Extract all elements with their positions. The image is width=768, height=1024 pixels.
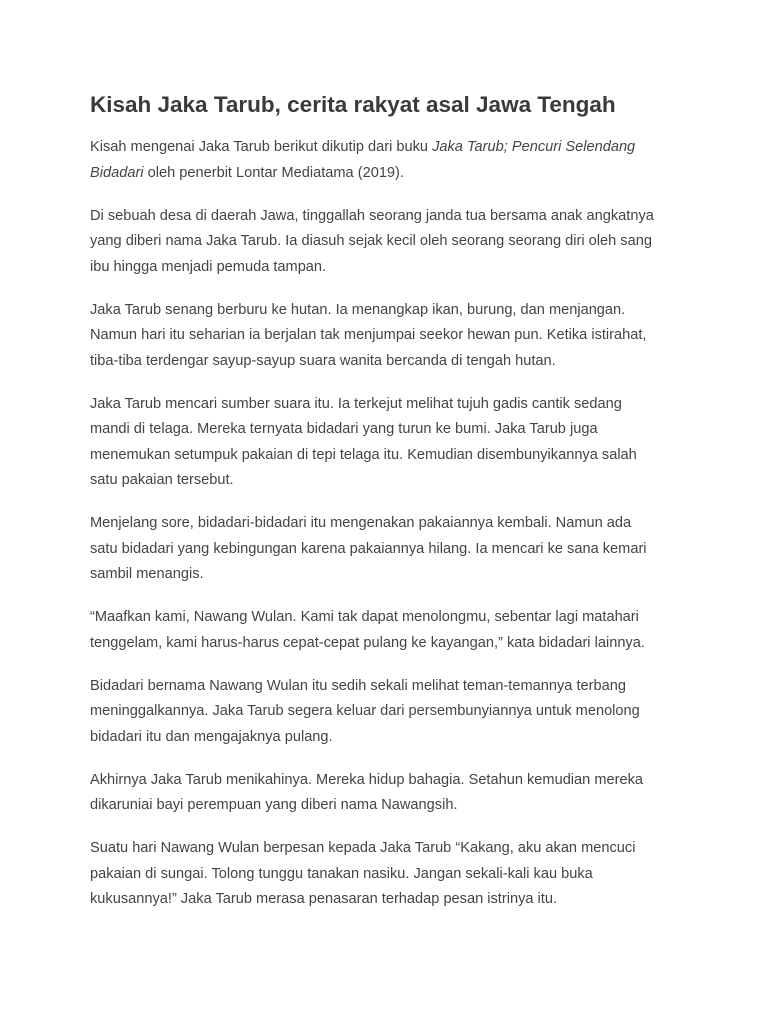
paragraph-line: menemukan setumpuk pakaian di tepi telaga itu. Kemudian disembunyikannya salah	[90, 446, 637, 463]
paragraph-line: pakaian di sungai. Tolong tunggu tanakan nasiku. Jangan sekali-kali kau buka	[90, 865, 593, 882]
paragraph-line: sambil menangis.	[90, 566, 204, 582]
intro-text: Kisah mengenai Jaka Tarub berikut dikutip dari buku	[90, 139, 433, 155]
paragraph-line: Jaka Tarub senang berburu ke hutan. Ia menangkap ikan, burung, dan menjangan.	[90, 301, 626, 318]
article-body	[90, 204, 690, 913]
body-paragraph	[90, 674, 690, 751]
body-paragraph	[90, 511, 690, 588]
paragraph-line: kukusannya!” Jaka Tarub merasa penasaran terhadap pesan istrinya itu.	[90, 891, 558, 907]
body-paragraph	[90, 836, 690, 913]
paragraph-line: meninggalkannya. Jaka Tarub segera keluar dari persembunyiannya untuk menolong	[90, 703, 640, 719]
body-paragraph	[90, 605, 690, 656]
intro-line-2	[90, 161, 690, 187]
paragraph-line: ibu hingga menjadi pemuda tampan.	[90, 258, 327, 275]
paragraph-line: Suatu hari Nawang Wulan berpesan kepada Jaka Tarub “Kakang, aku akan mencuci	[90, 840, 636, 856]
body-paragraph	[90, 392, 690, 494]
intro-line-1	[90, 135, 690, 161]
paragraph-line: Bidadari bernama Nawang Wulan itu sedih sekali melihat teman-temannya terbang	[90, 677, 626, 694]
paragraph-line: dikaruniai bayi perempuan yang diberi nama Nawangsih.	[90, 797, 458, 813]
paragraph-line: satu bidadari yang kebingungan karena pakaiannya hilang. Ia mencari ke sana kemari	[90, 540, 647, 557]
body-paragraph	[90, 204, 690, 281]
intro-publisher-text: oleh penerbit Lontar Mediatama (2019).	[143, 164, 404, 181]
paragraph-line: tiba-tiba terdengar sayup-sayup suara wanita bercanda di tengah hutan.	[90, 352, 556, 369]
body-paragraph	[90, 768, 690, 819]
paragraph-line: bidadari itu dan mengajaknya pulang.	[90, 728, 333, 745]
paragraph-line: satu pakaian tersebut.	[90, 472, 234, 488]
paragraph-line: mandi di telaga. Mereka ternyata bidadari yang turun ke bumi. Jaka Tarub juga	[90, 421, 598, 437]
paragraph-line: Akhirnya Jaka Tarub menikahinya. Mereka hidup bahagia. Setahun kemudian mereka	[90, 771, 644, 788]
book-title-part-1: Jaka Tarub; Pencuri Selendang	[432, 139, 636, 155]
document-page	[90, 88, 690, 930]
article-title: Kisah Jaka Tarub, cerita rakyat asal Jawa Tengah	[90, 92, 616, 117]
intro-paragraph	[90, 135, 690, 186]
paragraph-line: yang diberi nama Jaka Tarub. Ia diasuh sejak kecil oleh seorang seorang diri oleh sang	[90, 233, 652, 249]
book-title-part-2: Bidadari	[90, 164, 144, 181]
paragraph-line: “Maafkan kami, Nawang Wulan. Kami tak dapat menolongmu, sebentar lagi matahari	[90, 609, 639, 625]
body-paragraph	[90, 298, 690, 375]
paragraph-line: Jaka Tarub mencari sumber suara itu. Ia terkejut melihat tujuh gadis cantik sedang	[90, 395, 622, 412]
paragraph-line: Menjelang sore, bidadari-bidadari itu mengenakan pakaiannya kembali. Namun ada	[90, 515, 632, 531]
paragraph-line: Namun hari itu seharian ia berjalan tak menjumpai seekor hewan pun. Ketika istirahat,	[90, 327, 647, 343]
paragraph-line: tenggelam, kami harus-harus cepat-cepat pulang ke kayangan,” kata bidadari lainnya.	[90, 634, 645, 651]
paragraph-line: Di sebuah desa di daerah Jawa, tinggallah seorang janda tua bersama anak angkatnya	[90, 207, 654, 224]
